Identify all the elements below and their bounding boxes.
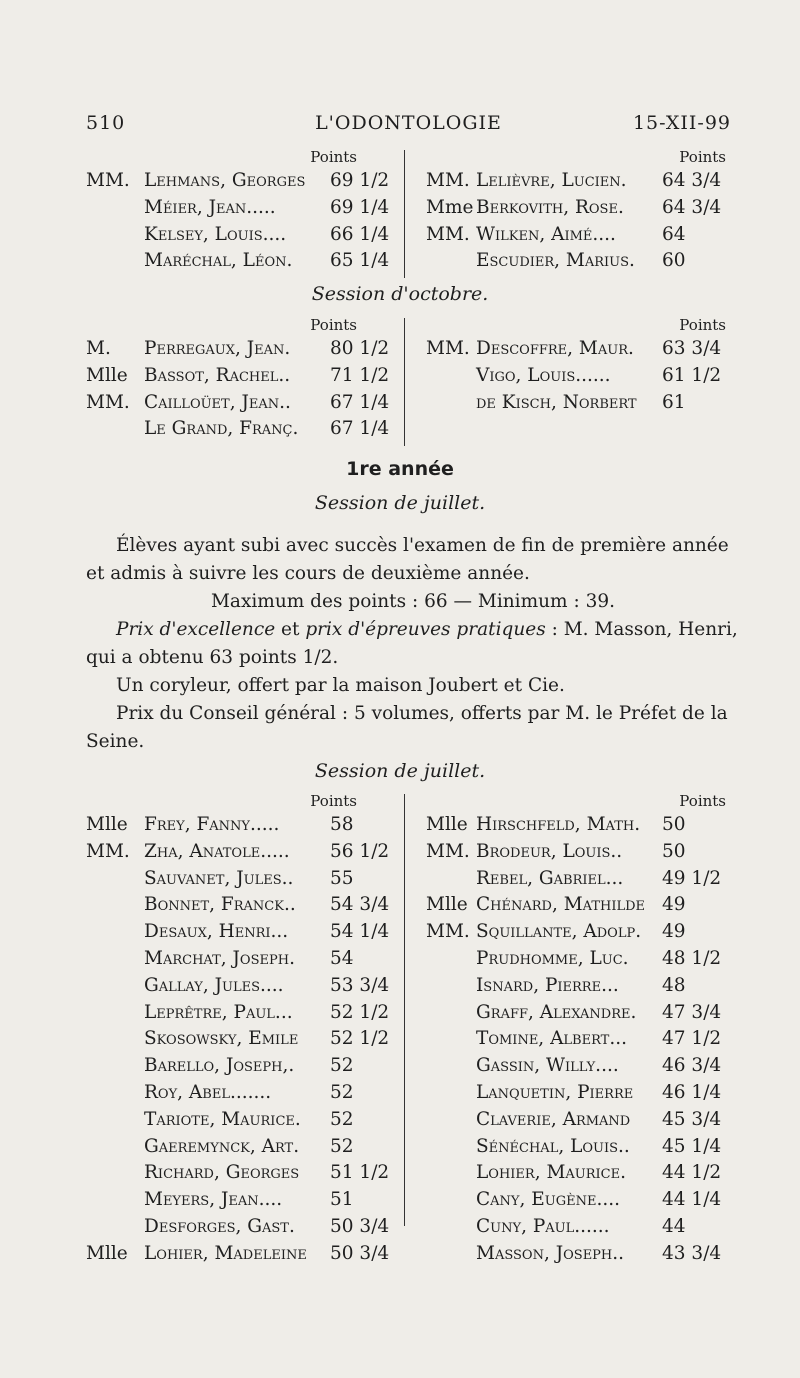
points-header: Points (310, 792, 357, 810)
student-name: Méier, Jean..... (144, 196, 276, 218)
list-item (86, 868, 401, 895)
list-item (86, 1136, 401, 1163)
left-column (86, 792, 401, 1270)
session-heading: Session de juillet. (314, 760, 486, 782)
student-name: Chénard, Mathilde (476, 894, 646, 916)
student-name: Roy, Abel....... (144, 1081, 272, 1103)
student-name: Le Grand, Franç. (144, 418, 299, 440)
score: 64 3/4 (662, 170, 722, 191)
list-item (86, 418, 401, 445)
paragraph: Maximum des points : 66 — Minimum : 39. (210, 591, 615, 612)
list-item (426, 1136, 740, 1163)
points-header: Points (679, 792, 726, 810)
student-name: Wilken, Aimé.... (476, 223, 616, 245)
prize-name: Prix d'excellence (116, 619, 276, 640)
student-name: Graff, Alexandre. (476, 1001, 637, 1023)
score: 66 1/4 (330, 223, 390, 245)
list-item (426, 1082, 740, 1109)
student-name: Claverie, Armand (476, 1108, 631, 1130)
student-name: Perregaux, Jean. (144, 338, 291, 359)
score: 80 1/2 (330, 338, 390, 359)
list-item (86, 948, 401, 975)
prize-name: prix d'épreuves pratiques (305, 619, 546, 640)
score: 50 (662, 840, 686, 862)
list-item (86, 365, 401, 392)
honorific: Mlle (426, 894, 468, 916)
list-item (86, 1082, 401, 1109)
student-name: Gallay, Jules.... (144, 974, 284, 996)
list-item (426, 921, 740, 948)
list-item (86, 1216, 401, 1243)
page-header (86, 112, 731, 142)
student-name: Prudhomme, Luc. (476, 947, 629, 969)
student-name: Cailloüet, Jean.. (144, 391, 291, 413)
student-name: Masson, Joseph.. (476, 1242, 625, 1264)
points-header: Points (310, 316, 357, 334)
results-block-2 (86, 316, 740, 448)
score: 61 1/2 (662, 364, 722, 386)
student-name: Vigo, Louis...... (476, 364, 611, 386)
points-header: Points (679, 316, 726, 334)
honorific: M. (86, 338, 111, 359)
score: 44 1/4 (662, 1189, 722, 1211)
list-item (86, 1243, 401, 1270)
honorific: Mlle (86, 814, 128, 835)
score: 47 1/2 (662, 1028, 722, 1050)
score: 58 (330, 814, 354, 835)
text: et (275, 619, 306, 640)
score: 71 1/2 (330, 364, 390, 386)
honorific: MM. (426, 170, 470, 191)
year-heading: 1re année (346, 458, 454, 480)
score: 48 1/2 (662, 947, 722, 969)
student-name: Lelièvre, Lucien. (476, 170, 627, 191)
score: 64 (662, 223, 686, 245)
student-name: Lanquetin, Pierre (476, 1081, 634, 1103)
left-column (86, 148, 401, 277)
score: 48 (662, 974, 686, 996)
score: 49 1/2 (662, 867, 722, 889)
student-name: Sénéchal, Louis.. (476, 1135, 630, 1157)
student-name: Richard, Georges (144, 1162, 300, 1184)
score: 65 1/4 (330, 250, 390, 272)
score: 53 3/4 (330, 974, 390, 996)
list-item (426, 392, 740, 419)
student-name: Lohier, Maurice. (476, 1162, 626, 1184)
honorific: Mlle (86, 364, 128, 386)
student-name: Bassot, Rachel.. (144, 364, 291, 386)
list-item (86, 338, 401, 365)
list-item (86, 894, 401, 921)
honorific: MM. (426, 921, 470, 943)
student-name: Leprêtre, Paul... (144, 1001, 293, 1023)
paragraph: Élèves ayant subi avec succès l'examen de fin de première année et admis à suivre les cours de deuxième année. (86, 535, 729, 584)
text: : M. Masson, Henri, qui a obtenu 63 points 1/2. (86, 619, 738, 668)
score: 69 1/4 (330, 196, 390, 218)
score: 60 (662, 250, 686, 272)
list-item (426, 365, 740, 392)
list-item (426, 1189, 740, 1216)
points-header: Points (310, 148, 357, 166)
points-header: Points (679, 148, 726, 166)
list-item (426, 1028, 740, 1055)
list-item (86, 841, 401, 868)
student-name: Rebel, Gabriel... (476, 867, 624, 889)
score: 44 1/2 (662, 1162, 722, 1184)
list-item (86, 921, 401, 948)
student-name: Desaux, Henri... (144, 921, 289, 943)
student-name: Sauvanet, Jules.. (144, 867, 294, 889)
score: 67 1/4 (330, 391, 390, 413)
column-divider (404, 150, 405, 278)
score: 63 3/4 (662, 338, 722, 359)
score: 52 1/2 (330, 1028, 390, 1050)
list-item (86, 392, 401, 419)
right-column (426, 792, 740, 1270)
prose-section (86, 532, 740, 756)
list-item (86, 1109, 401, 1136)
student-name: Meyers, Jean.... (144, 1189, 283, 1211)
student-name: Bonnet, Franck.. (144, 894, 296, 916)
student-name: Berkovith, Rose. (476, 196, 624, 218)
score: 54 (330, 947, 354, 969)
score: 47 3/4 (662, 1001, 722, 1023)
student-name: Maréchal, Léon. (144, 250, 293, 272)
column-divider (404, 318, 405, 446)
student-name: Squillante, Adolp. (476, 921, 642, 943)
score: 51 (330, 1189, 354, 1211)
score: 46 1/4 (662, 1081, 722, 1103)
list-item (86, 1002, 401, 1029)
list-item (426, 814, 740, 841)
honorific: MM. (86, 170, 130, 191)
score: 52 1/2 (330, 1001, 390, 1023)
score: 69 1/2 (330, 170, 390, 191)
honorific: MM. (426, 223, 470, 245)
list-item (86, 1055, 401, 1082)
session-heading: Session de juillet. (314, 492, 486, 514)
paragraph (86, 616, 740, 672)
student-name: Descoffre, Maur. (476, 338, 634, 359)
honorific: Mlle (426, 814, 468, 835)
student-name: Cuny, Paul...... (476, 1215, 610, 1237)
list-item (426, 197, 740, 224)
list-item (86, 1162, 401, 1189)
student-name: Tariote, Maurice. (144, 1108, 301, 1130)
score: 64 3/4 (662, 196, 722, 218)
issue-date: 15-XII-99 (632, 112, 731, 134)
list-item (86, 975, 401, 1002)
list-item (86, 170, 401, 197)
honorific: MM. (426, 338, 470, 359)
list-item (86, 224, 401, 251)
list-item (86, 1189, 401, 1216)
score: 46 3/4 (662, 1055, 722, 1077)
paragraph: Prix du Conseil général : 5 volumes, offerts par M. le Préfet de la Seine. (86, 703, 728, 752)
list-item (426, 170, 740, 197)
student-name: Isnard, Pierre... (476, 974, 619, 996)
list-item (426, 338, 740, 365)
score: 52 (330, 1135, 354, 1157)
student-name: Cany, Eugène.... (476, 1189, 620, 1211)
list-item (426, 250, 740, 277)
student-name: Brodeur, Louis.. (476, 840, 623, 862)
list-item (426, 868, 740, 895)
score: 67 1/4 (330, 418, 390, 440)
honorific: Mme (426, 196, 474, 218)
results-block-1 (86, 148, 740, 280)
list-item (426, 224, 740, 251)
score: 55 (330, 867, 354, 889)
score: 49 (662, 894, 686, 916)
student-name: Zha, Anatole..... (144, 840, 290, 862)
score: 50 (662, 814, 686, 835)
score: 52 (330, 1108, 354, 1130)
student-name: Gaeremynck, Art. (144, 1135, 300, 1157)
page-number: 510 (86, 112, 126, 134)
honorific: MM. (86, 840, 130, 862)
score: 45 3/4 (662, 1108, 722, 1130)
list-item (426, 1243, 740, 1270)
honorific: MM. (426, 840, 470, 862)
score: 49 (662, 921, 686, 943)
list-item (426, 948, 740, 975)
results-block-3 (86, 792, 740, 1264)
list-item (86, 1028, 401, 1055)
score: 54 3/4 (330, 894, 390, 916)
paragraph: Un coryleur, offert par la maison Joubert et Cie. (116, 675, 565, 696)
list-item (426, 1055, 740, 1082)
score: 44 (662, 1215, 686, 1237)
list-item (426, 1002, 740, 1029)
score: 45 1/4 (662, 1135, 722, 1157)
list-item (86, 814, 401, 841)
score: 61 (662, 391, 686, 413)
score: 51 1/2 (330, 1162, 390, 1184)
student-name: Barello, Joseph,. (144, 1055, 295, 1077)
score: 56 1/2 (330, 840, 390, 862)
student-name: Desforges, Gast. (144, 1215, 295, 1237)
honorific: Mlle (86, 1242, 128, 1264)
score: 52 (330, 1055, 354, 1077)
student-name: Lehmans, Georges (144, 170, 306, 191)
list-item (86, 197, 401, 224)
student-name: de Kisch, Norbert (476, 391, 637, 413)
score: 43 3/4 (662, 1242, 722, 1264)
student-name: Lohier, Madeleine (144, 1242, 307, 1264)
session-heading: Session d'octobre. (311, 283, 489, 305)
list-item (426, 975, 740, 1002)
student-name: Tomine, Albert... (476, 1028, 627, 1050)
left-column (86, 316, 401, 445)
running-title: L'ODONTOLOGIE (315, 112, 502, 134)
right-column (426, 316, 740, 418)
student-name: Escudier, Marius. (476, 250, 635, 272)
list-item (426, 841, 740, 868)
list-item (426, 894, 740, 921)
student-name: Kelsey, Louis.... (144, 223, 287, 245)
honorific: MM. (86, 391, 130, 413)
right-column (426, 148, 740, 277)
score: 52 (330, 1081, 354, 1103)
student-name: Marchat, Joseph. (144, 947, 295, 969)
list-item (426, 1216, 740, 1243)
student-name: Frey, Fanny..... (144, 814, 280, 835)
score: 50 3/4 (330, 1242, 390, 1264)
list-item (86, 250, 401, 277)
score: 50 3/4 (330, 1215, 390, 1237)
student-name: Hirschfeld, Math. (476, 814, 641, 835)
list-item (426, 1109, 740, 1136)
student-name: Gassin, Willy.... (476, 1055, 619, 1077)
score: 54 1/4 (330, 921, 390, 943)
column-divider (404, 794, 405, 1226)
list-item (426, 1162, 740, 1189)
student-name: Skosowsky, Emile (144, 1028, 299, 1050)
